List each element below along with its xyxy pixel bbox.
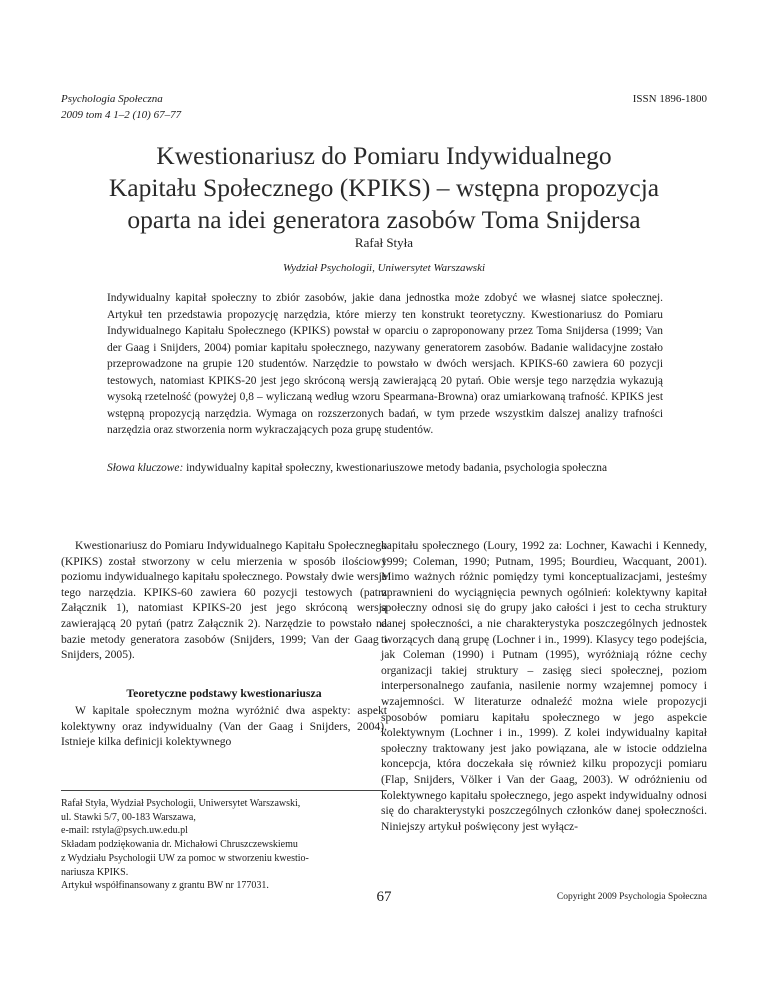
- footnote: [61, 797, 387, 893]
- issn: ISSN 1896-1800: [632, 93, 707, 105]
- abstract: Indywidualny kapitał społeczny to zbiór zasobów, jakie dana jednostka może zdobyć we własnej siatce społecznej. Artykuł ten przedstawia propozycję narzędzia, które mierzy ten konstrukt teoretyczny. Kwestionariusz do Pomiaru Indywidualnego Kapitału Społecznego (KPIKS) powstał w oparciu o zaproponowany przez Toma Snijdersa (1999; Van der Gaag i Snijders, 2004) pomiar kapitału społecznego, nazywany generatorem zasobów. Badanie walidacyjne zostało przeprowadzone na grupie 120 studentów. Narzędzie to powstało w dwóch wersjach. KPIKS-60 zawiera 60 pozycji testowych, natomiast KPIKS-20 jest jego skróconą wersją zawierającą 20 pytań. Obie wersje tego narzędzia wykazują wysoką rzetelność (powyżej 0,8 – wyliczaną według wzoru Spearmana-Browna) oraz umiarkowaną trafność. KPIKS jest wstępną propozycją narzędzia. Wymaga on rozszerzonych badań, w tym przede wszystkim dalszej analizy trafności narzędzia oraz stworzenia norm wykraczających poza grupę studentów.: [107, 292, 663, 436]
- footnote-line: Rafał Styła, Wydział Psychologii, Uniwersytet Warszawski,: [61, 798, 301, 809]
- right-column: [381, 538, 707, 834]
- title-line: Kwestionariusz do Pomiaru Indywidualnego: [156, 141, 612, 170]
- keywords: [107, 460, 663, 477]
- copyright: Copyright 2009 Psychologia Społeczna: [556, 892, 707, 902]
- footnote-line: ul. Stawki 5/7, 00-183 Warszawa,: [61, 811, 196, 823]
- section-paragraph: W kapitale społecznym można wyróżnić dwa aspekty: aspekt kolektywny oraz indywidualny (Van der Gaag i Snijders, 2004). Istnieje kilka definicji kolektywnego: [61, 704, 387, 749]
- author-affiliation: Wydział Psychologii, Uniwersytet Warszawski: [282, 262, 486, 274]
- footnote-line: Składam podziękowania dr. Michałowi Chruszczewskiemu: [61, 839, 298, 851]
- title-line: Kapitału Społecznego (KPIKS) – wstępna propozycja: [108, 173, 660, 202]
- journal-header: [61, 91, 181, 123]
- author-name: Rafał Styła: [354, 235, 414, 250]
- footnote-line: z Wydziału Psychologii UW za pomoc w stworzeniu kwestio-: [61, 852, 309, 864]
- keywords-text: indywidualny kapitał społeczny, kwestionariuszowe metody badania, psychologia społeczna: [186, 462, 608, 474]
- right-column-paragraph: kapitału społecznego (Loury, 1992 za: Lochner, Kawachi i Kennedy, 1999; Coleman, 1990; Putnam, 1995; Bourdieu, Wacquant, 2001). Mimo ważnych różnic pomiędzy tymi konceptualizacjami, jesteśmy uprawnieni do wyciągnięcia pewnych ogólnień: kolektywny kapitał społeczny odnosi się do grupy jako całości i jest to cecha struktury danej społeczności, a nie charakterystyka poszczególnych jednostek tworzących daną grupę (Lochner i in., 1999). Klasycy tego podejścia, jak Coleman (1990) i Putnam (1995), wyróżniają różne cechy organizacji takiej struktury – zasięg sieci społecznej, poziom interpersonalnego zaufania, nasilenie normy wzajemnej pomocy i wzajemności. W literaturze odnaleźć można wiele propozycji sposobów pomiaru kapitału społecznego w jego aspekcie kolektywnym (Lochner i in., 1999). Z kolei indywidualny kapitał społeczny traktowany jest jako powiązana, ale w istocie oddzielna koncepcja, która doczekała się również kilku propozycji pomiaru (Flap, Snijders, Völker i Van der Gaag, 2003). W odróżnieniu od kolektywnego kapitału społecznego, jego aspekt indywidualny odnosi się do charakterystyki poszczególnych członków danej społeczności. Niniejszy artykuł poświęcony jest wyłącz-: [381, 539, 707, 833]
- page-number: 67: [376, 889, 392, 905]
- intro-paragraph: Kwestionariusz do Pomiaru Indywidualnego Kapitału Społecznego (KPIKS) został stworzony w celu mierzenia w sposób ilościowy poziomu indywidualnego kapitału społecznego. Powstały dwie wersje tego narzędzia. KPIKS-60 zawiera 60 pozycji testowych (patrz Załącznik 1), natomiast KPIKS-20 jest jego skróconą wersją zawierającą 20 pytań (patrz Załącznik 2). Narzędzie to powstało na bazie metody generatora zasobów (Snijders, 1999; Van der Gaag i Snijders, 2005).: [61, 539, 387, 662]
- section-heading: Teoretyczne podstawy kwestionariusza: [126, 686, 322, 700]
- keywords-label: Słowa kluczowe:: [107, 462, 184, 474]
- intro-column: [61, 538, 387, 663]
- footnote-line: Artykuł współfinansowany z grantu BW nr 177031.: [61, 880, 269, 892]
- footnote-divider: [61, 790, 387, 791]
- footnote-line: e-mail: rstyla@psych.uw.edu.pl: [61, 825, 188, 837]
- journal-volume: 2009 tom 4 1–2 (10) 67–77: [61, 109, 182, 121]
- journal-name: Psychologia Społeczna: [61, 93, 163, 105]
- footnote-line: nariusza KPIKS.: [61, 866, 129, 878]
- article-title: [40, 140, 728, 236]
- section-column: [61, 703, 387, 750]
- title-line: oparta na idei generatora zasobów Toma Snijdersa: [127, 205, 641, 234]
